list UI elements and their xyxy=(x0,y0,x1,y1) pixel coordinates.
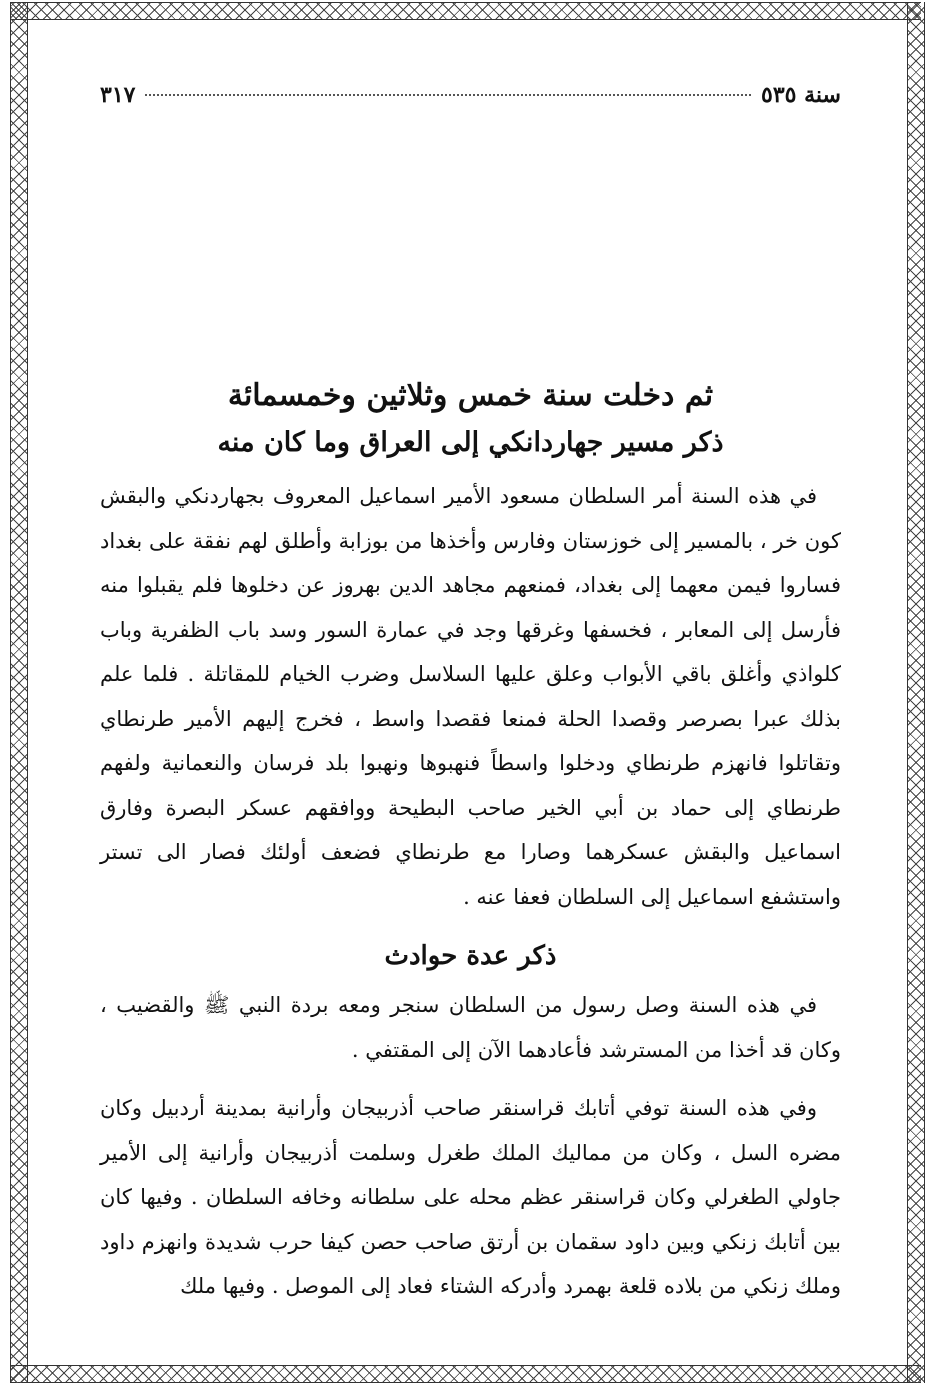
page-number: ٣١٧ xyxy=(100,82,136,108)
running-title: سنة ٥٣٥ xyxy=(761,82,841,108)
events-paragraph-1: في هذه السنة وصل رسول من السلطان سنجر ومعه بردة النبي ﷺ والقضيب ، وكان قد أخذا من المسترشد فأعادهما الآن إلى المقتفي . xyxy=(100,993,841,1062)
dotted-leader xyxy=(145,94,751,96)
ornamental-border-bottom xyxy=(10,1365,921,1383)
ornamental-border-left xyxy=(10,2,28,1383)
ornamental-border-top xyxy=(10,2,921,20)
section-paragraph: في هذه السنة أمر السلطان مسعود الأمير اسماعيل المعروف بجهاردنكي والبقش كون خر ، بالمسير إلى خوزستان وفارس وأخذها من بوزابة وأطلق لهم نفقة على بغداد فساروا فيمن معهما إلى بغداد، فمنعهم مجاهد الدين بهروز عن دخلوها فلم يقبلوا منه فأرسل إلى المعابر ، فخسفها وغرقها وجد في عمارة السور وسد باب الظفرية وباب كلواذي وأغلق باقي الأبواب وعلق عليها السلاسل وضرب الخيام للمقاتلة . فلما علم بذلك عبرا بصرصر وقصدا الحلة فمنعا فقصدا واسط ، فخرج إليهم الأمير طرنطاي وتقاتلوا فانهزم طرنطاي ودخلوا واسطاً فنهبوها ونهبوا بلد فرسان والنعمانية ولفهم طرنطاي إلى حماد بن أبي الخير صاحب البطيحة ووافقهم عسكر البصرة وفارق اسماعيل والبقش عسكرهما وصارا مع طرنطاي فضعف أولئك فصار الى تستر واستشفع اسماعيل إلى السلطان فعفا عنه . xyxy=(100,484,841,909)
year-title: ثم دخلت سنة خمس وثلاثين وخمسمائة xyxy=(227,378,714,413)
ornamental-border-right xyxy=(907,2,925,1383)
events-title: ذكر عدة حوادث xyxy=(384,941,557,971)
running-header xyxy=(100,82,841,108)
section-title: ذكر مسير جهاردانكي إلى العراق وما كان منه xyxy=(217,427,724,458)
book-page xyxy=(100,70,841,1347)
events-paragraph-2: وفي هذه السنة توفي أتابك قراسنقر صاحب أذربيجان وأرانية بمدينة أردبيل وكان مضره السل ، وكان من مماليك الملك طغرل وسلمت أذربيجان وأرانية إلى الأمير جاولي الطغرلي وكان قراسنقر عظم محله على سلطانه وخافه السلطان . وفيها كان بين أتابك زنكي وبين داود سقمان بن أرتق صاحب حصن كيفا حرب شديدة وانهزم داود وملك زنكي من بلاده قلعة بهمرد وأدركه الشتاء فعاد إلى الموصل . وفيها ملك xyxy=(100,1096,841,1298)
